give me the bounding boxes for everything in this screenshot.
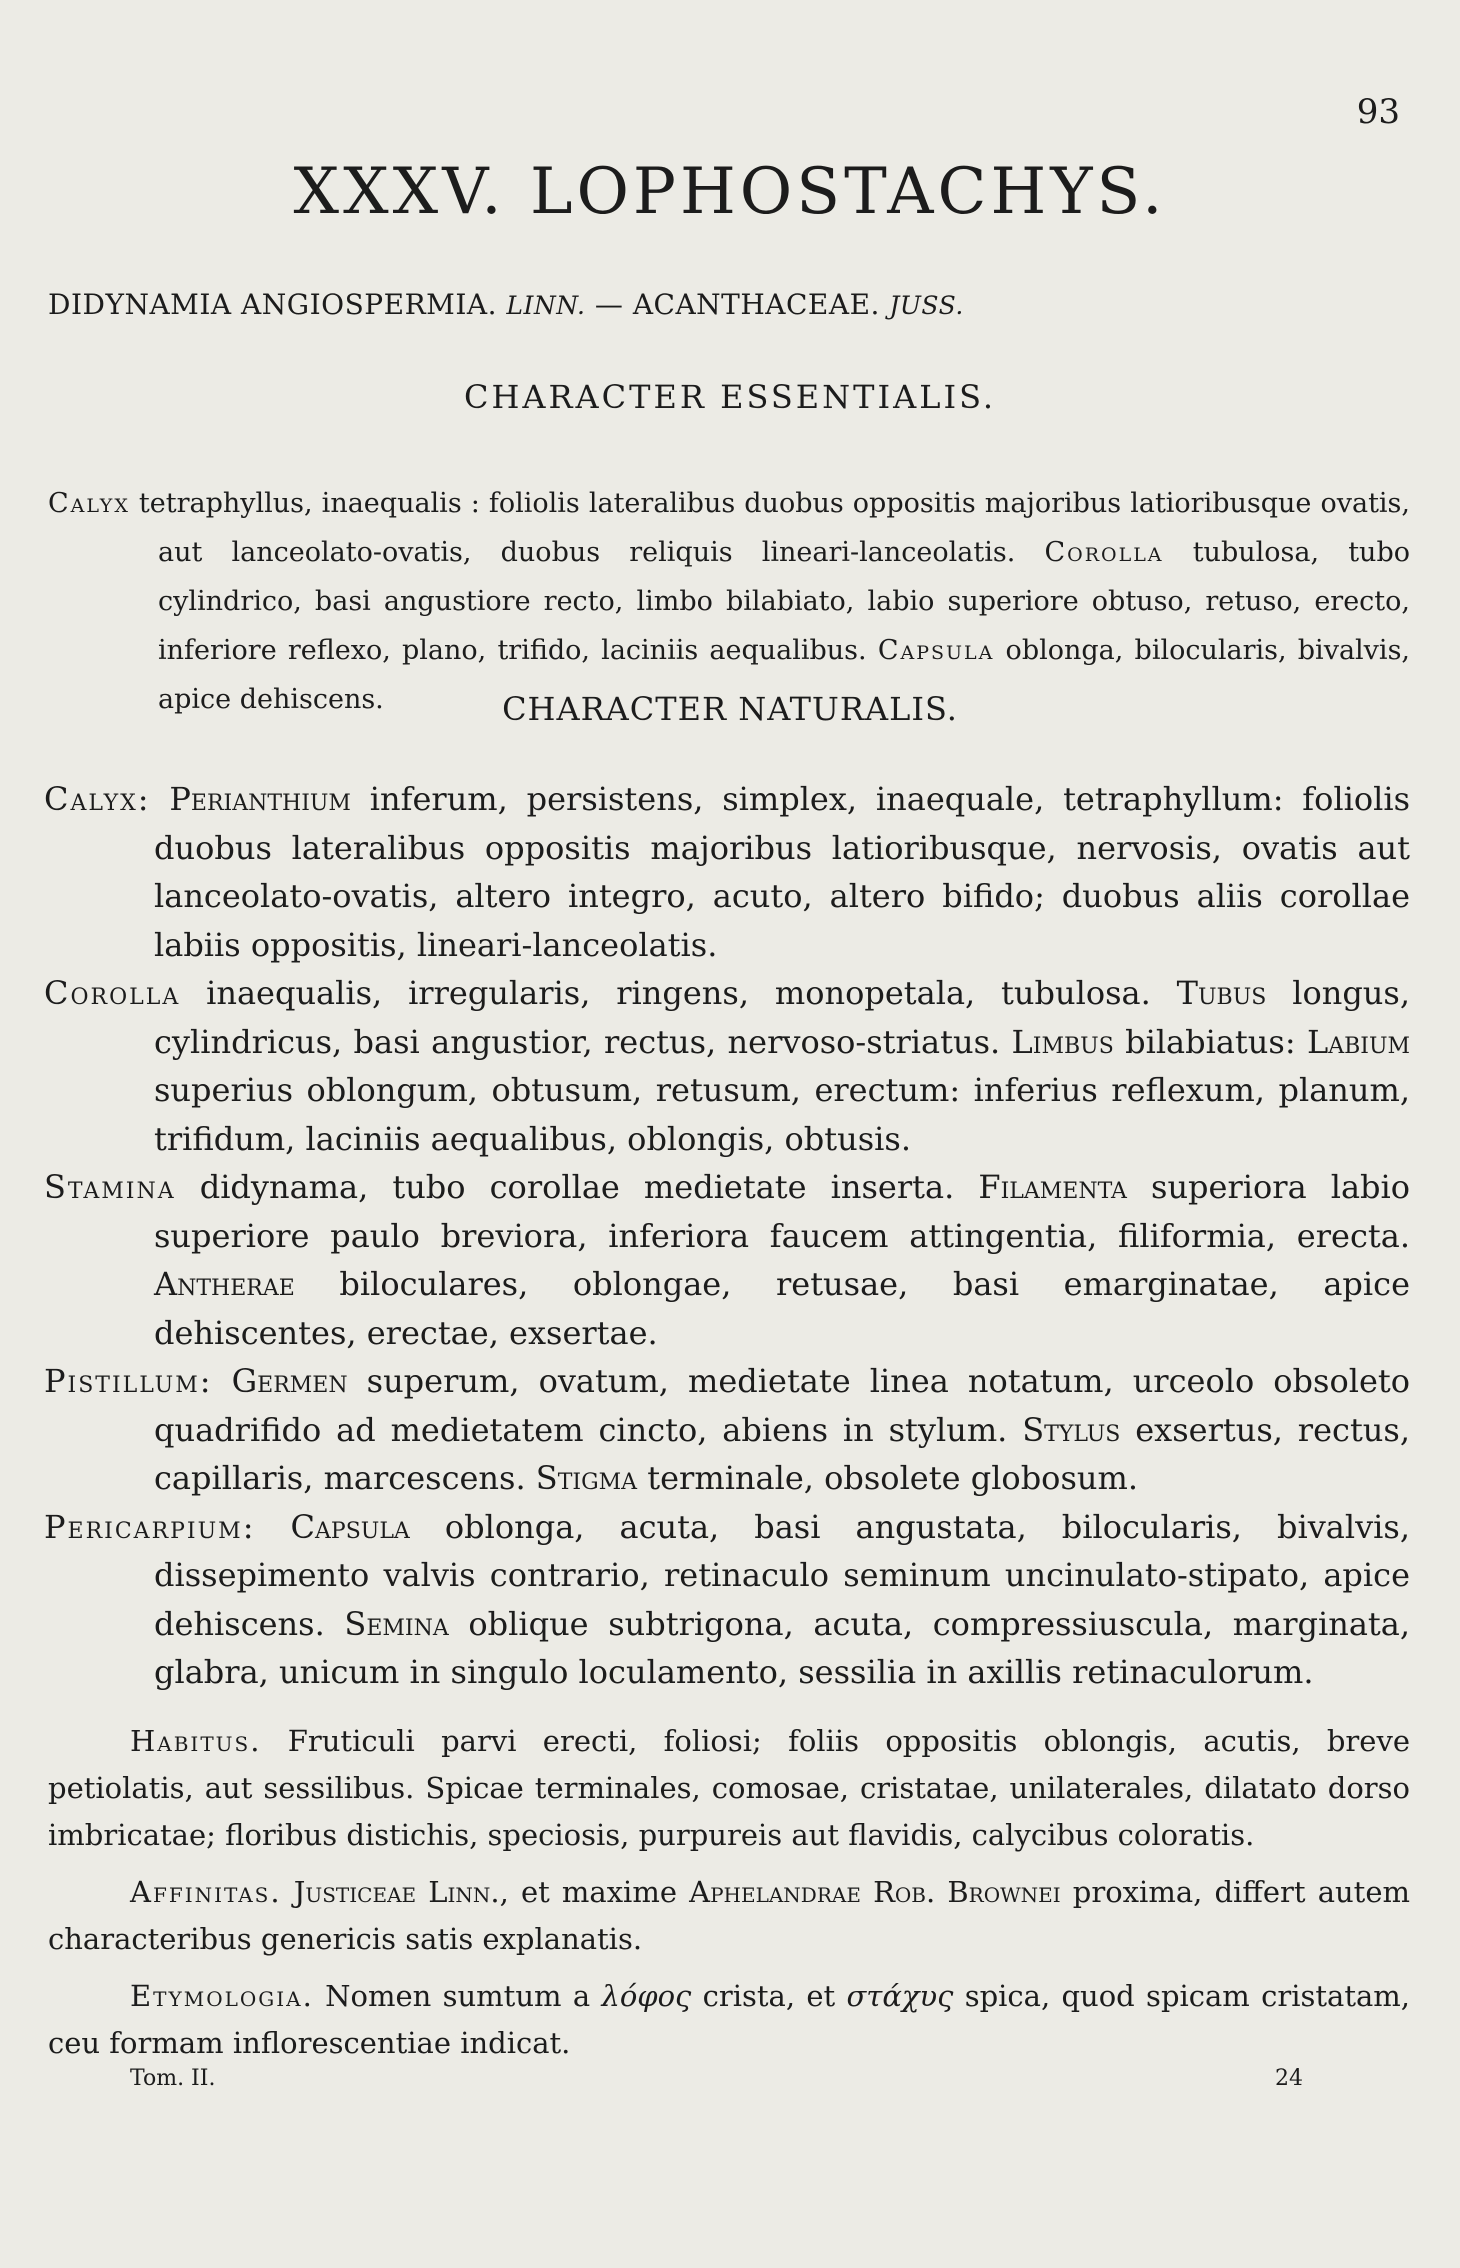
- stylus-label: Stylus: [1022, 1410, 1121, 1449]
- pericarpium-text-2: oblique subtrigona, acuta, compressiuscula, marginata, glabra, unicum in singulo loculamento, sessilia in axillis retinaculorum.: [154, 1604, 1411, 1691]
- pericarpium-text-1: oblonga, acuta, basi angustata, bilocularis, bivalvis, dissepimento valvis contrario, retinaculo seminum uncinulato-stipato, apice dehiscens.: [154, 1507, 1411, 1643]
- linnaean-author: LINN.: [506, 291, 586, 320]
- etymologia-paragraph: [48, 1973, 1410, 2067]
- natural-pericarpium-paragraph: [44, 1503, 1410, 1697]
- corolla-text-2: longus, cylindricus, basi angustior, rectus, nervoso-striatus.: [154, 974, 1411, 1061]
- pistillum-text-2: exsertus, rectus, capillaris, marcescens.: [154, 1410, 1411, 1497]
- essential-character-paragraph: [48, 479, 1410, 724]
- antherae-label: Antherae: [154, 1265, 295, 1303]
- calyx-text: tetraphyllus, inaequalis : foliolis lateralibus duobus oppositis majoribus latioribusque ovatis, aut lanceolato-ovatis, duobus reliquis lineari-lanceolatis.: [129, 488, 1410, 568]
- corolla-text-3: bilabiatus:: [1113, 1022, 1307, 1061]
- affinitas-paragraph: [48, 1869, 1410, 1963]
- genus-title: XXXV. LOPHOSTACHYS.: [293, 155, 1167, 229]
- volume-mark: Tom. II.: [130, 2066, 216, 2091]
- semina-label: Semina: [344, 1604, 449, 1643]
- stamina-text-2: superiora labio superiore paulo breviora, inferiora faucem attingentia, filiformia, erecta.: [154, 1168, 1411, 1255]
- natural-character-section: [44, 775, 1410, 1697]
- family-name: ACANTHACEAE.: [632, 288, 880, 321]
- stamina-label: Stamina: [44, 1168, 176, 1206]
- filamenta-label: Filamenta: [978, 1168, 1127, 1206]
- essential-heading: CHARACTER ESSENTIALIS.: [463, 378, 997, 416]
- etymologia-label: Etymologia.: [130, 1979, 314, 2013]
- corolla-label: Corolla: [44, 974, 181, 1012]
- etymologia-text-3: spica, quod spicam cristatam, ceu formam inflorescentiae indicat.: [48, 1979, 1410, 2060]
- greek-word-lophos: λόφος: [601, 1979, 692, 2013]
- capsula-label: Capsula: [290, 1507, 410, 1546]
- corolla-label: Corolla: [1044, 537, 1164, 568]
- corolla-text-4: superius oblongum, obtusum, retusum, erectum: inferius reflexum, planum, trifidum, laciniis aequalibus, oblongis, obtusis.: [154, 1071, 1410, 1158]
- notes-section: [48, 1718, 1410, 2077]
- natural-heading: CHARACTER NATURALIS.: [502, 690, 958, 728]
- natural-corolla-paragraph: [44, 969, 1410, 1163]
- justiceae-reference: Justiceae Linn.: [293, 1875, 500, 1909]
- affinitas-text-1: , et maxime: [499, 1875, 690, 1909]
- greek-word-stachys: στάχυς: [846, 1979, 954, 2013]
- signature-mark: 24: [1275, 2066, 1303, 2091]
- calyx-label: Calyx: [48, 488, 130, 519]
- affinitas-label: Affinitas.: [130, 1875, 282, 1909]
- limbus-label: Limbus: [1011, 1022, 1114, 1061]
- stamina-text-1: didynama, tubo corollae medietate inserta.: [175, 1168, 979, 1206]
- linnaean-class: DIDYNAMIA ANGIOSPERMIA.: [48, 288, 498, 321]
- affinitas-text-2: proxima, differt autem characteribus genericis satis explanatis.: [48, 1875, 1410, 1956]
- perianthium-label: Perianthium: [169, 780, 351, 818]
- corolla-text: tubulosa, tubo cylindrico, basi angustiore recto, limbo bilabiato, labio superiore obtuso, retuso, erecto, inferiore reflexo, plano, trifido, laciniis aequalibus.: [158, 537, 1410, 666]
- calyx-description: inferum, persistens, simplex, inaequale, tetraphyllum: foliolis duobus lateralibus oppositis majoribus latioribusque, nervosis, ovatis aut lanceolato-ovatis, altero integro, acuto, altero bifido; duobus aliis corollae labiis oppositis, lineari-lanceolatis.: [154, 780, 1411, 964]
- page-number: 93: [1356, 92, 1400, 132]
- labium-label: Labium: [1306, 1022, 1411, 1061]
- stigma-label: Stigma: [535, 1459, 638, 1497]
- etymologia-text-2: crista, et: [691, 1979, 847, 2013]
- capsula-text: oblonga, bilocularis, bivalvis, apice dehiscens.: [158, 635, 1411, 715]
- tubus-label: Tubus: [1176, 974, 1267, 1012]
- germen-label: Germen: [231, 1362, 348, 1400]
- etymologia-text-1: Nomen sumtum a: [313, 1979, 602, 2013]
- habitus-paragraph: [48, 1718, 1410, 1859]
- natural-stamina-paragraph: [44, 1163, 1410, 1357]
- habitus-text: Fruticuli parvi erecti, foliosi; foliis oppositis oblongis, acutis, breve petiolatis, aut sessilibus. Spicae terminales, comosae, cristatae, unilaterales, dilatato dorso imbricatae; floribus distichis, speciosis, purpureis aut flavidis, calycibus coloratis.: [48, 1724, 1410, 1852]
- pistillum-label: Pistillum:: [44, 1362, 213, 1400]
- calyx-label: Calyx:: [44, 780, 151, 818]
- aphelandrae-reference: Aphelandrae Rob. Brownei: [689, 1875, 1061, 1909]
- pistillum-text-3: terminale, obsolete globosum.: [637, 1459, 1138, 1497]
- stamina-text-3: biloculares, oblongae, retusae, basi emarginatae, apice dehiscentes, erectae, exsertae.: [154, 1265, 1410, 1352]
- family-author: JUSS.: [889, 291, 964, 320]
- habitus-label: Habitus.: [130, 1724, 262, 1758]
- pericarpium-label: Pericarpium:: [44, 1507, 256, 1546]
- capsula-label: Capsula: [877, 635, 995, 666]
- corolla-text-1: inaequalis, irregularis, ringens, monopetala, tubulosa.: [180, 974, 1177, 1012]
- natural-calyx-paragraph: [44, 775, 1410, 969]
- classification-separator: —: [585, 288, 633, 321]
- classification-line: [48, 288, 964, 321]
- pistillum-text-1: superum, ovatum, medietate linea notatum, urceolo obsoleto quadrifido ad medietatem cincto, abiens in stylum.: [154, 1362, 1411, 1449]
- natural-pistillum-paragraph: [44, 1357, 1410, 1503]
